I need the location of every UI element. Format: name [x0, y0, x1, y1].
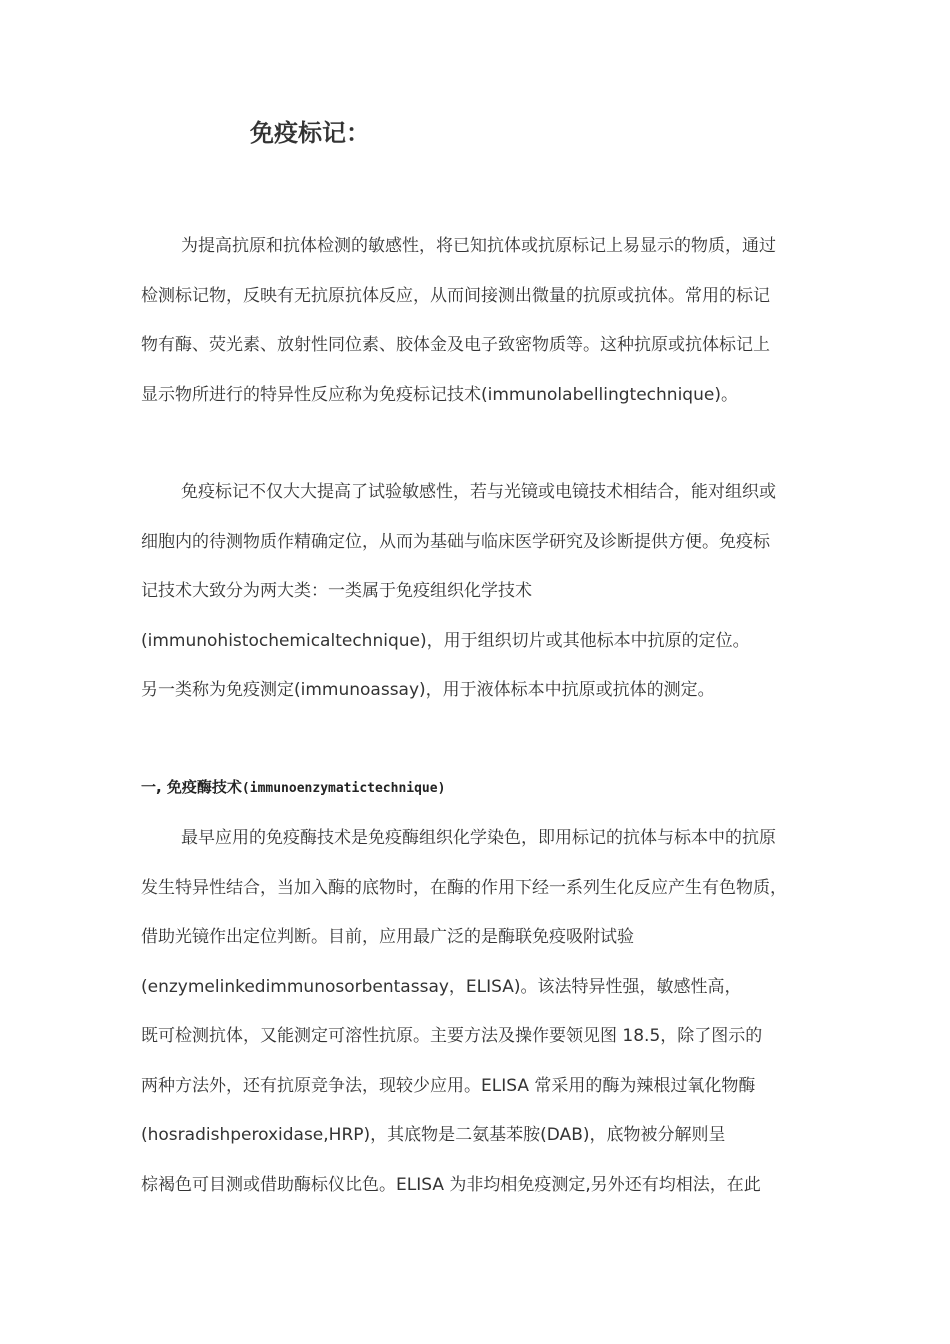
paragraph-line: 细胞内的待测物质作精确定位，从而为基础与临床医学研究及诊断提供方便。免疫标 — [141, 531, 770, 552]
paragraph-line: 借助光镜作出定位判断。目前，应用最广泛的是酶联免疫吸附试验 — [141, 927, 634, 947]
paragraph-line: (enzymelinkedimmunosorbentassay，ELISA)。该法特异性强，敏感性高， — [141, 976, 742, 997]
paragraph-line: 两种方法外，还有抗原竞争法，现较少应用。ELISA 常采用的酶为辣根过氧化物酶 — [141, 1075, 756, 1096]
paragraph-line: 最早应用的免疫酶技术是免疫酶组织化学染色，即用标记的抗体与标本中的抗原 — [181, 828, 776, 848]
paragraph-line: 物有酶、荧光素、放射性同位素、胶体金及电子致密物质等。这种抗原或抗体标记上 — [141, 335, 770, 355]
paragraph-1 — [141, 222, 831, 420]
section-heading-latin: (immunoenzymatictechnique) — [241, 781, 446, 796]
paragraph-line: 检测标记物，反映有无抗原抗体反应，从而间接测出微量的抗原或抗体。常用的标记 — [141, 285, 770, 306]
paragraph-3 — [141, 814, 831, 1210]
paragraph-line: 免疫标记不仅大大提高了试验敏感性，若与光镜或电镜技术相结合，能对组织或 — [181, 482, 776, 502]
paragraph-line: 发生特异性结合，当加入酶的底物时，在酶的作用下经一系列生化反应产生有色物质， — [141, 877, 787, 898]
paragraph-line: (immunohistochemicaltechnique)，用于组织切片或其他标本中抗原的定位。 — [141, 630, 750, 651]
paragraph-2 — [141, 468, 831, 716]
paragraph-line: 既可检测抗体，又能测定可溶性抗原。主要方法及操作要领见图 18.5，除了图示的 — [141, 1026, 763, 1046]
section-heading-title: 一, 免疫酶技术 — [141, 778, 242, 796]
paragraph-line: (hosradishperoxidase,HRP)，其底物是二氨基苯胺(DAB)，底物被分解则呈 — [141, 1125, 726, 1145]
paragraph-line: 另一类称为免疫测定(immunoassay)，用于液体标本中抗原或抗体的测定。 — [141, 680, 715, 700]
paragraph-line: 记技术大致分为两大类：一类属于免疫组织化学技术 — [141, 581, 532, 601]
paragraph-line: 显示物所进行的特异性反应称为免疫标记技术(immunolabellingtechnique)。 — [141, 384, 738, 405]
paragraph-line: 棕褐色可目测或借助酶标仪比色。ELISA 为非均相免疫测定,另外还有均相法，在此 — [141, 1174, 761, 1195]
section-heading — [141, 776, 445, 797]
paragraph-line: 为提高抗原和抗体检测的敏感性，将已知抗体或抗原标记上易显示的物质，通过 — [181, 236, 776, 256]
document-title: 免疫标记： — [250, 119, 370, 147]
